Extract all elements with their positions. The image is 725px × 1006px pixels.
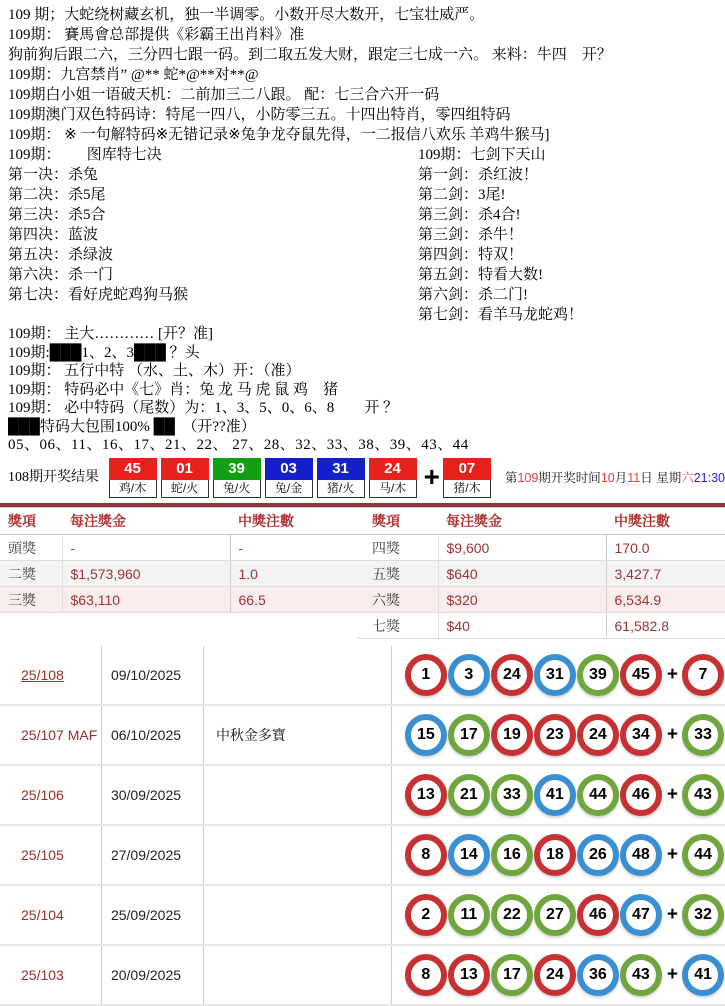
mid-line-6: ███特码大包围100% ██ （开??准） <box>8 418 256 435</box>
lottery-ball-24: 24 <box>491 654 533 696</box>
result-ball-45 <box>109 458 157 498</box>
column-qi-jian-xia-tian-shan <box>418 145 725 325</box>
next-draw-segment-1: 第 <box>504 471 518 485</box>
lottery-ball-46: 46 <box>620 774 662 816</box>
draw-remark <box>203 886 391 944</box>
column-tuku-te-qi-jue <box>8 145 418 325</box>
lottery-ball-17: 17 <box>491 954 533 996</box>
prize-header-2: 每注獎金 <box>438 508 606 535</box>
left-item-2: 第二决：杀5尾 <box>8 187 106 203</box>
period-link[interactable]: 25/107 MAF <box>21 727 98 743</box>
result-number: 03 <box>265 458 313 480</box>
prize-header-1: 獎項 <box>0 508 62 535</box>
result-number: 31 <box>317 458 365 480</box>
mid-line-5: 109期： 必中特码（尾数）为：1、3、5、0、6、8 开 ？ <box>8 400 399 416</box>
result-zodiac-element: 兔/火 <box>213 480 261 498</box>
next-draw-segment-8: 六 <box>681 471 694 485</box>
result-ball-39 <box>213 458 261 498</box>
draw-date: 27/09/2025 <box>101 826 203 884</box>
right-item-7: 第六剑：杀二门! <box>418 287 528 303</box>
result-ball-31 <box>317 458 365 498</box>
mid-line-2: 109期:███1、2、3███ ？头 <box>8 344 200 361</box>
period-link[interactable]: 25/104 <box>21 907 64 923</box>
lottery-ball-48: 48 <box>620 834 662 876</box>
prize-name: 六獎 <box>356 587 438 613</box>
left-item-7: 第七决：看好虎蛇鸡狗马猴 <box>8 287 189 303</box>
lottery-ball-1: 1 <box>405 654 447 696</box>
lottery-ball-31: 31 <box>534 654 576 696</box>
result-number: 24 <box>369 458 417 480</box>
lottery-ball-45: 45 <box>620 654 662 696</box>
prize-row <box>0 535 356 561</box>
right-item-4: 第三剑：杀牛！ <box>418 227 524 243</box>
next-draw-segment-4: 10 <box>600 471 615 485</box>
column-left-header: 109期： 图库特七决 <box>8 147 162 163</box>
tip-line-6: 109期澳门双色特码诗：特尾一四八，小防零三五。十四出特肖，零四组特码 <box>8 107 511 123</box>
draw-remark: 中秋金多寶 <box>203 706 391 764</box>
prize-units: 66.5 <box>230 587 356 613</box>
result-number: 45 <box>109 458 157 480</box>
history-row-1 <box>0 646 725 706</box>
prize-row <box>0 587 356 613</box>
draw-date: 30/09/2025 <box>101 766 203 824</box>
lottery-ball-8: 8 <box>405 834 447 876</box>
prize-row <box>356 613 725 639</box>
plus-icon: + <box>666 904 678 925</box>
tip-line-4: 109期：九宫禁肖” @** 蛇*@**对**@ <box>8 67 259 83</box>
result-ball-03 <box>265 458 313 498</box>
prize-header-2: 每注獎金 <box>62 508 230 535</box>
result-zodiac-element: 猪/木 <box>443 480 491 498</box>
lottery-ball-26: 26 <box>577 834 619 876</box>
left-item-3: 第三决：杀5合 <box>8 207 106 223</box>
results-bar-label: 108期开奖结果 <box>8 470 99 485</box>
result-number-boxes <box>109 458 495 498</box>
result-bonus-ball-07 <box>443 458 491 498</box>
prize-name: 二獎 <box>0 561 62 587</box>
result-ball-24 <box>369 458 417 498</box>
prize-units: 1.0 <box>230 561 356 587</box>
next-draw-segment-6: 11 <box>627 471 641 485</box>
lottery-ball-2: 2 <box>405 894 447 936</box>
history-row-2 <box>0 706 725 766</box>
columns-section <box>0 145 725 325</box>
tip-line-5: 109期白小姐一语破天机：二前加三二八跟。 配：七三合六开一码 <box>8 87 440 103</box>
plus-icon: + <box>666 664 678 685</box>
lottery-ball-13: 13 <box>448 954 490 996</box>
result-number: 01 <box>161 458 209 480</box>
prize-amount: $320 <box>438 587 606 613</box>
draw-remark <box>203 946 391 1004</box>
prize-units: 3,427.7 <box>606 561 725 587</box>
prize-name: 五獎 <box>356 561 438 587</box>
draw-date: 20/09/2025 <box>101 946 203 1004</box>
prize-amount: $640 <box>438 561 606 587</box>
tip-line-3: 狗前狗后跟二六，三分四七跟一码。到二取五发大财，跟定三七成一六。 来料：牛四 开？ <box>8 47 612 63</box>
results-bar <box>0 455 725 502</box>
column-right-header: 109期：七剑下天山 <box>418 147 546 163</box>
lottery-ball-41: 41 <box>534 774 576 816</box>
history-row-3 <box>0 766 725 826</box>
lottery-ball-44: 44 <box>682 834 724 876</box>
tip-line-7: 109期： ※ 一句解特码※无错记录※兔争龙夺鼠先得，一二报信八欢乐 羊鸡牛猴马] <box>8 127 550 143</box>
right-item-6: 第五剑：特看大数! <box>418 267 543 283</box>
draw-date: 06/10/2025 <box>101 706 203 764</box>
period-link[interactable]: 25/106 <box>21 787 64 803</box>
prize-amount: $63,110 <box>62 587 230 613</box>
result-zodiac-element: 鸡/木 <box>109 480 157 498</box>
draw-balls <box>391 646 725 704</box>
history-table <box>0 646 725 1006</box>
plus-icon: + <box>666 784 678 805</box>
next-draw-info <box>505 458 725 498</box>
draw-balls <box>391 886 725 944</box>
lottery-ball-24: 24 <box>577 714 619 756</box>
lottery-ball-43: 43 <box>682 774 724 816</box>
left-item-4: 第四决：蓝波 <box>8 227 99 243</box>
right-item-5: 第四剑：特双！ <box>418 247 524 263</box>
lottery-ball-17: 17 <box>448 714 490 756</box>
lottery-ball-13: 13 <box>405 774 447 816</box>
prize-units: 170.0 <box>606 535 725 561</box>
lottery-ball-14: 14 <box>448 834 490 876</box>
prize-amount: $9,600 <box>438 535 606 561</box>
result-zodiac-element: 猪/火 <box>317 480 365 498</box>
prize-units: - <box>230 535 356 561</box>
next-draw-segment-3: 期开奖时间 <box>538 471 601 485</box>
prize-row <box>0 561 356 587</box>
lottery-ball-32: 32 <box>682 894 724 936</box>
right-item-3: 第三剑：杀4合! <box>418 207 521 223</box>
plus-icon: + <box>666 964 678 985</box>
prize-name: 七獎 <box>356 613 438 639</box>
draw-remark <box>203 646 391 704</box>
prize-units: 61,582.8 <box>606 613 725 639</box>
draw-balls <box>391 766 725 824</box>
plus-icon: + <box>423 461 440 492</box>
prize-header-row <box>0 508 356 535</box>
prize-header-3: 中獎注數 <box>230 508 356 535</box>
mid-line-3: 109期： 五行中特 （水、土、木）开：（准） <box>8 363 301 379</box>
mid-line-1: 109期： 主大………… [开？准] <box>8 326 213 342</box>
left-item-6: 第六决：杀一门 <box>8 267 114 283</box>
lottery-ball-47: 47 <box>620 894 662 936</box>
prize-units: 6,534.9 <box>606 587 725 613</box>
lottery-ball-18: 18 <box>534 834 576 876</box>
right-item-2: 第二剑：3尾! <box>418 187 506 203</box>
right-item-8: 第七剑：看羊马龙蛇鸡！ <box>418 307 584 323</box>
prize-amount: $40 <box>438 613 606 639</box>
prize-header-row <box>356 508 725 535</box>
left-item-5: 第五决：杀绿波 <box>8 247 114 263</box>
lottery-ball-16: 16 <box>491 834 533 876</box>
left-item-1: 第一决：杀兔 <box>8 167 99 183</box>
prize-header-1: 獎項 <box>356 508 438 535</box>
prize-amount: - <box>62 535 230 561</box>
lottery-ball-27: 27 <box>534 894 576 936</box>
tip-line-2: 109期： 賽馬會总部提供《彩霸王出肖料》准 <box>8 27 305 43</box>
draw-balls <box>391 826 725 884</box>
prize-tables <box>0 507 725 639</box>
next-draw-segment-7: 日 星期 <box>640 471 682 485</box>
result-number: 39 <box>213 458 261 480</box>
right-item-1: 第一剑：杀红波！ <box>418 167 539 183</box>
prize-table-right <box>356 508 725 639</box>
prize-name: 頭獎 <box>0 535 62 561</box>
history-row-5 <box>0 886 725 946</box>
lottery-ball-33: 33 <box>491 774 533 816</box>
prize-name: 四獎 <box>356 535 438 561</box>
next-draw-segment-2: 109 <box>517 471 539 485</box>
lottery-ball-21: 21 <box>448 774 490 816</box>
draw-remark <box>203 766 391 824</box>
draw-remark <box>203 826 391 884</box>
prize-table-left <box>0 508 356 613</box>
draw-date: 09/10/2025 <box>101 646 203 704</box>
mid-tips-section <box>0 325 725 436</box>
result-zodiac-element: 蛇/火 <box>161 480 209 498</box>
lottery-ball-8: 8 <box>405 954 447 996</box>
plus-icon: + <box>666 844 678 865</box>
result-ball-01 <box>161 458 209 498</box>
next-draw-segment-5: 月 <box>614 471 628 485</box>
prize-amount: $1,573,960 <box>62 561 230 587</box>
prize-row <box>356 535 725 561</box>
draw-balls <box>391 946 725 1004</box>
lottery-ball-19: 19 <box>491 714 533 756</box>
prize-name: 三獎 <box>0 587 62 613</box>
mid-line-4: 109期： 特码必中《七》肖：兔 龙 马 虎 鼠 鸡 猪 <box>8 381 339 398</box>
lottery-ball-44: 44 <box>577 774 619 816</box>
lottery-ball-7: 7 <box>682 654 724 696</box>
lottery-ball-46: 46 <box>577 894 619 936</box>
prize-row <box>356 587 725 613</box>
prize-row <box>356 561 725 587</box>
draw-date: 25/09/2025 <box>101 886 203 944</box>
period-link[interactable]: 25/108 <box>21 667 64 683</box>
lottery-ball-11: 11 <box>448 894 490 936</box>
coverage-numbers: 05、06、11、16、17、21、22、 27、28、32、33、38、39、43、44 <box>8 437 469 453</box>
lottery-ball-24: 24 <box>534 954 576 996</box>
plus-icon: + <box>666 724 678 745</box>
lottery-ball-33: 33 <box>682 714 724 756</box>
lottery-ball-43: 43 <box>620 954 662 996</box>
lottery-ball-23: 23 <box>534 714 576 756</box>
tips-section <box>0 0 725 145</box>
period-link[interactable]: 25/105 <box>21 847 64 863</box>
lottery-ball-15: 15 <box>405 714 447 756</box>
lottery-ball-41: 41 <box>682 954 724 996</box>
next-draw-segment-9: 21:30 <box>693 471 725 485</box>
prize-header-3: 中獎注數 <box>606 508 725 535</box>
lottery-ball-22: 22 <box>491 894 533 936</box>
result-zodiac-element: 马/木 <box>369 480 417 498</box>
history-row-4 <box>0 826 725 886</box>
lottery-ball-36: 36 <box>577 954 619 996</box>
lottery-ball-34: 34 <box>620 714 662 756</box>
lottery-ball-3: 3 <box>448 654 490 696</box>
period-link[interactable]: 25/103 <box>21 967 64 983</box>
tip-line-1: 109 期；大蛇绕树藏玄机，独一半调零。小数开尽大数开，七宝壮威严。 <box>8 7 485 23</box>
draw-balls <box>391 706 725 764</box>
history-row-6 <box>0 946 725 1006</box>
result-number: 07 <box>443 458 491 480</box>
lottery-ball-39: 39 <box>577 654 619 696</box>
result-zodiac-element: 兔/金 <box>265 480 313 498</box>
